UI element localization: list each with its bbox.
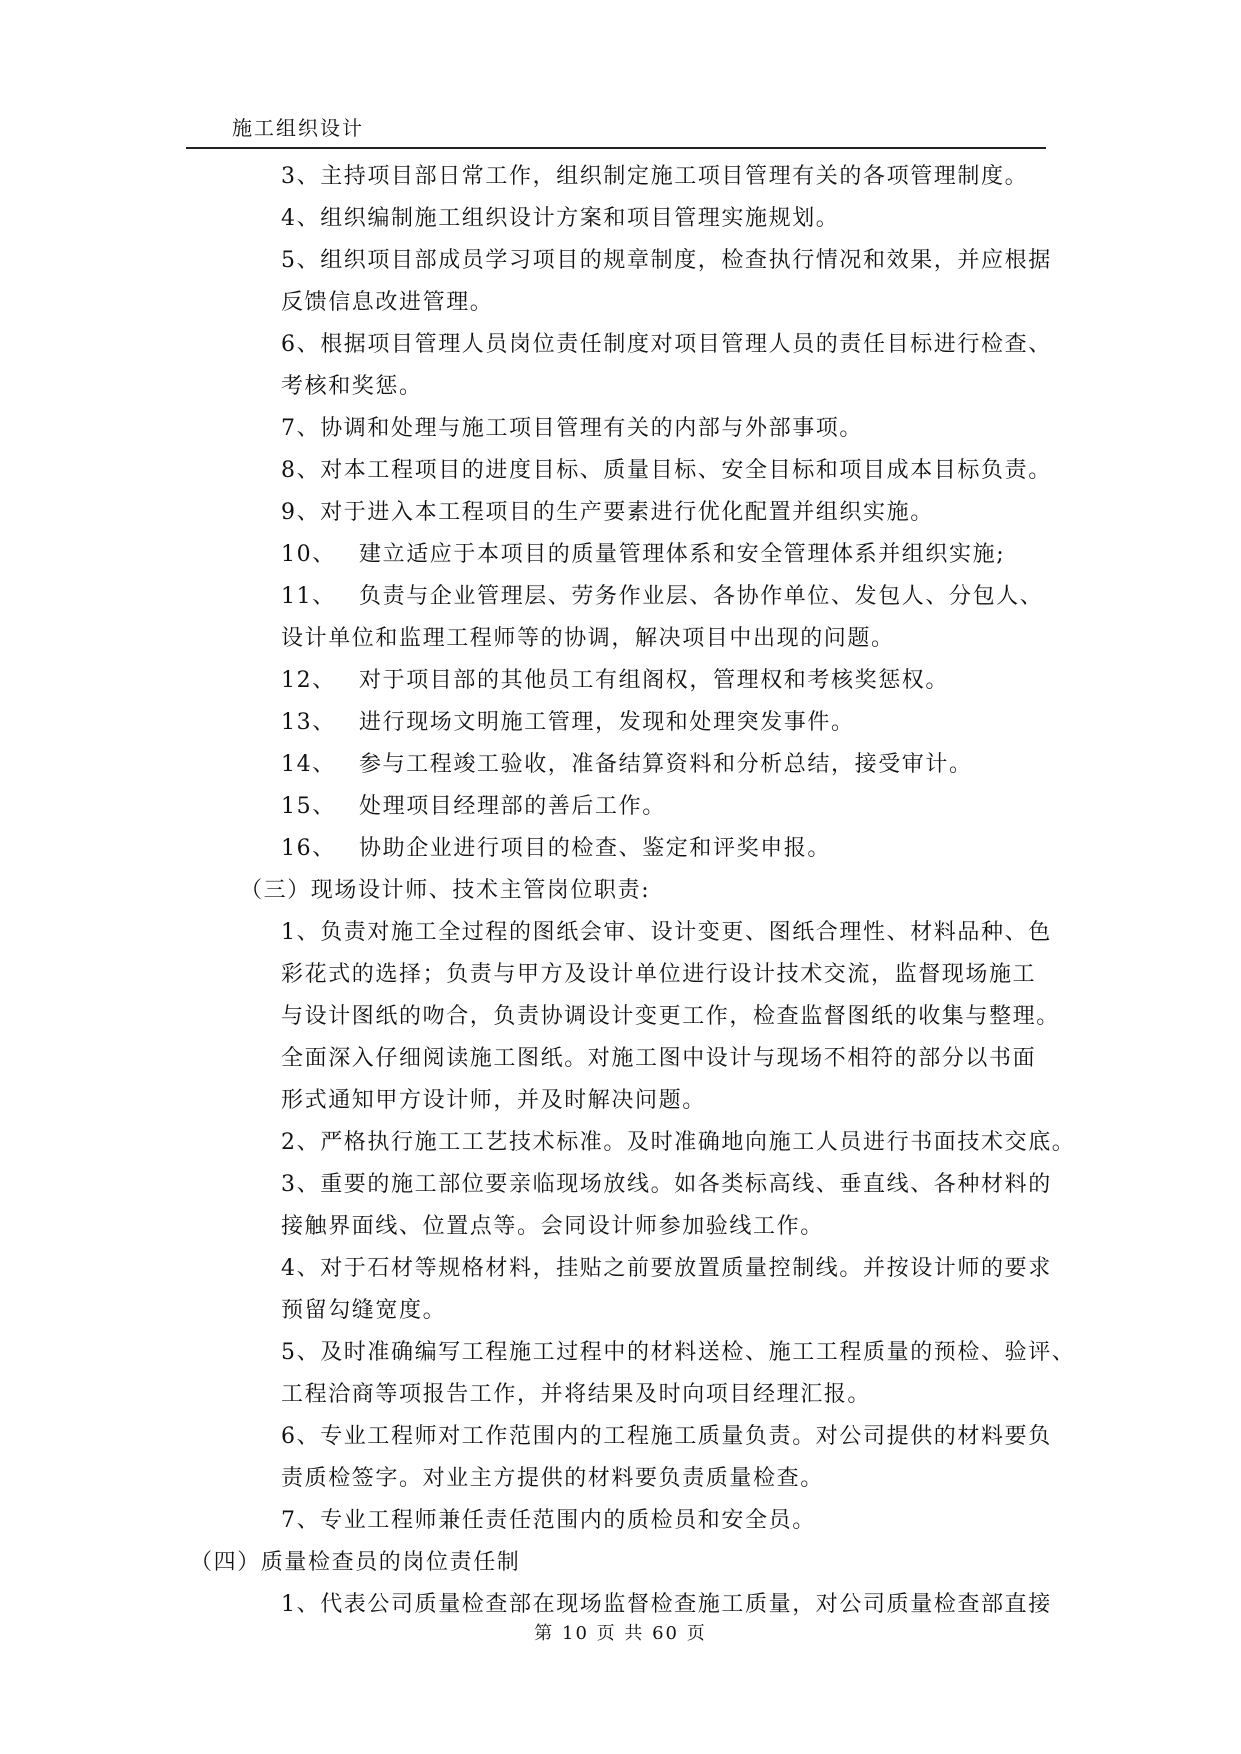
body-line <box>0 1458 1241 1500</box>
body-line <box>0 408 1241 450</box>
line-text: 4、对于石材等规格材料，挂贴之前要放置质量控制线。并按设计师的要求 <box>281 1256 1052 1281</box>
line-text: 预留勾缝宽度。 <box>281 1298 447 1323</box>
body-line <box>0 1416 1241 1458</box>
line-text: 1、负责对施工全过程的图纸会审、设计变更、图纸合理性、材料品种、色 <box>281 920 1052 945</box>
body-line <box>0 786 1241 828</box>
line-text: 与设计图纸的吻合，负责协调设计变更工作，检查监督图纸的收集与整理。 <box>281 1004 1060 1029</box>
item-number: 11、 <box>281 584 336 609</box>
line-text: 设计单位和监理工程师等的协调，解决项目中出现的问题。 <box>281 626 895 651</box>
line-text: 协助企业进行项目的检查、鉴定和评奖申报。 <box>359 836 832 861</box>
line-text: 责质检签字。对业主方提供的材料要负责质量检查。 <box>281 1466 824 1491</box>
body-line <box>0 1374 1241 1416</box>
line-text: 参与工程竣工验收，准备结算资料和分析总结，接受审计。 <box>359 752 973 777</box>
page-header-title: 施工组织设计 <box>232 116 364 140</box>
body-line <box>0 954 1241 996</box>
body-line <box>0 744 1241 786</box>
line-text: 建立适应于本项目的质量管理体系和安全管理体系并组织实施; <box>359 542 1006 567</box>
body-line <box>0 492 1241 534</box>
line-text: 5、及时准确编写工程施工过程中的材料送检、施工工程质量的预检、验评、 <box>281 1340 1076 1365</box>
body-line <box>0 324 1241 366</box>
line-text: 彩花式的选择；负责与甲方及设计单位进行设计技术交流，监督现场施工 <box>281 962 1037 987</box>
line-text: 6、专业工程师对工作范围内的工程施工质量负责。对公司提供的材料要负 <box>281 1424 1052 1449</box>
line-text: 接触界面线、位置点等。会同设计师参加验线工作。 <box>281 1214 824 1239</box>
line-text: 进行现场文明施工管理，发现和处理突发事件。 <box>359 710 855 735</box>
body-line <box>0 996 1241 1038</box>
body-line <box>0 1500 1241 1542</box>
line-text: 9、对于进入本工程项目的生产要素进行优化配置并组织实施。 <box>281 500 934 525</box>
item-number: 10、 <box>281 542 336 567</box>
item-number: 12、 <box>281 668 336 693</box>
body-line <box>0 702 1241 744</box>
line-text: 考核和奖惩。 <box>281 374 423 399</box>
section-heading <box>0 1542 1241 1584</box>
section-heading <box>0 870 1241 912</box>
line-text: 反馈信息改进管理。 <box>281 290 494 315</box>
line-text: 2、严格执行施工工艺技术标准。及时准确地向施工人员进行书面技术交底。 <box>281 1130 1076 1155</box>
line-text: （三）现场设计师、技术主管岗位职责: <box>240 878 651 903</box>
body-line <box>0 1164 1241 1206</box>
line-text: 形式通知甲方设计师，并及时解决问题。 <box>281 1088 706 1113</box>
body-line <box>0 156 1241 198</box>
item-number: 15、 <box>281 794 336 819</box>
body-line <box>0 282 1241 324</box>
page-number-footer: 第 10 页 共 60 页 <box>534 1623 707 1644</box>
body-line <box>0 1290 1241 1332</box>
item-number: 13、 <box>281 710 336 735</box>
body-line <box>0 660 1241 702</box>
body-line <box>0 618 1241 660</box>
body-line <box>0 828 1241 870</box>
line-text: 3、主持项目部日常工作，组织制定施工项目管理有关的各项管理制度。 <box>281 164 1029 189</box>
document-body <box>0 156 1241 1626</box>
line-text: 处理项目经理部的善后工作。 <box>359 794 666 819</box>
line-text: 全面深入仔细阅读施工图纸。对施工图中设计与现场不相符的部分以书面 <box>281 1046 1037 1071</box>
line-text: 5、组织项目部成员学习项目的规章制度，检查执行情况和效果，并应根据 <box>281 248 1052 273</box>
body-line <box>0 198 1241 240</box>
body-line <box>0 1248 1241 1290</box>
body-line <box>0 1038 1241 1080</box>
body-line <box>0 1080 1241 1122</box>
body-line <box>0 1332 1241 1374</box>
item-number: 16、 <box>281 836 336 861</box>
line-text: 7、专业工程师兼任责任范围内的质检员和安全员。 <box>281 1508 816 1533</box>
body-line <box>0 576 1241 618</box>
body-line <box>0 240 1241 282</box>
line-text: 1、代表公司质量检查部在现场监督检查施工质量，对公司质量检查部直接 <box>281 1592 1052 1617</box>
body-line <box>0 534 1241 576</box>
body-line <box>0 1122 1241 1164</box>
body-line <box>0 1206 1241 1248</box>
line-text: 8、对本工程项目的进度目标、质量目标、安全目标和项目成本目标负责。 <box>281 458 1052 483</box>
item-number: 14、 <box>281 752 336 777</box>
header-divider <box>186 147 1046 149</box>
line-text: 4、组织编制施工组织设计方案和项目管理实施规划。 <box>281 206 840 231</box>
body-line <box>0 912 1241 954</box>
line-text: 3、重要的施工部位要亲临现场放线。如各类标高线、垂直线、各种材料的 <box>281 1172 1052 1197</box>
line-text: （四）质量检查员的岗位责任制 <box>190 1550 521 1575</box>
line-text: 对于项目部的其他员工有组阁权，管理权和考核奖惩权。 <box>359 668 950 693</box>
body-line <box>0 366 1241 408</box>
line-text: 负责与企业管理层、劳务作业层、各协作单位、发包人、分包人、 <box>359 584 1044 609</box>
body-line <box>0 450 1241 492</box>
line-text: 6、根据项目管理人员岗位责任制度对项目管理人员的责任目标进行检查、 <box>281 332 1052 357</box>
line-text: 7、协调和处理与施工项目管理有关的内部与外部事项。 <box>281 416 863 441</box>
line-text: 工程洽商等项报告工作，并将结果及时向项目经理汇报。 <box>281 1382 872 1407</box>
